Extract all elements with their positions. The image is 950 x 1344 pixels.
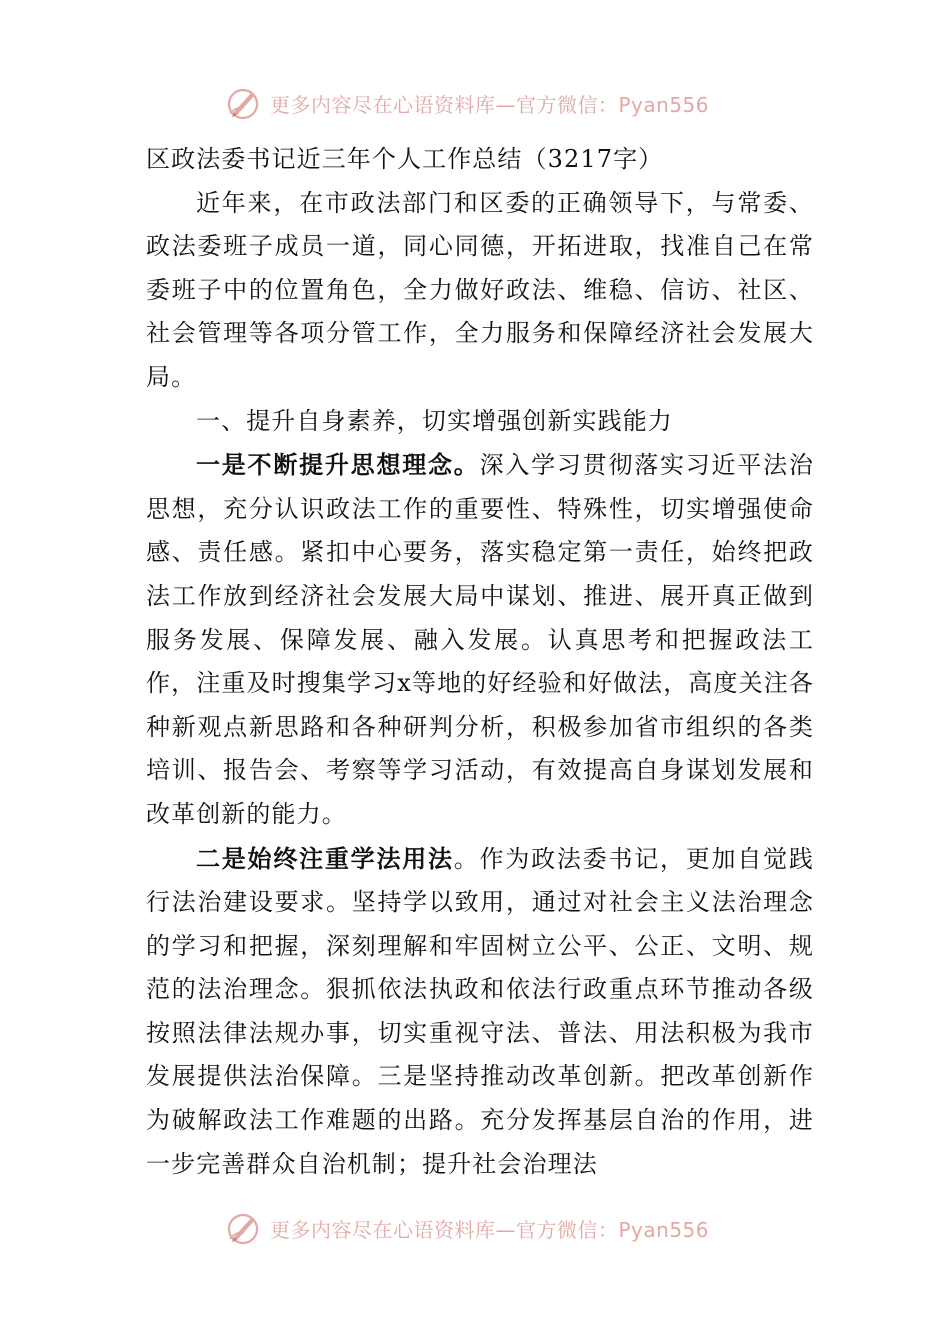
footer-banner xyxy=(224,1207,744,1249)
paragraph-text: 近年来，在市政法部门和区委的正确领导下，与常委、政法委班子成员一道，同心同德，开拓进取，找准自己在常委班子中的位置角色，全力做好政法、维稳、信访、社区、社会管理等各项分管工作，全力服务和保障经济社会发展大局。 xyxy=(146,188,814,391)
section-heading-text: 一、提升自身素养，切实增强创新实践能力 xyxy=(196,406,673,435)
paragraph-lead: 一是不断提升思想理念。 xyxy=(196,450,480,480)
header-banner xyxy=(224,82,744,124)
paragraph-text: 。作为政法委书记，更加自觉践行法治建设要求。坚持学以致用，通过对社会主义法治理念的学习和把握，深刻理解和牢固树立公平、公正、文明、规范的法治理念。狠抓依法执政和依法行政重点环节推动各级按照法律法规办事，切实重视守法、普法、用法积极为我市发展提供法治保障。三是坚持推动改革创新。把改革创新作为破解政法工作难题的出路。充分发挥基层自治的作用，进一步完善群众自治机制；提升社会治理法 xyxy=(146,844,814,1178)
paragraph-intro xyxy=(146,182,814,400)
paragraph-point-1 xyxy=(146,443,814,836)
document-body xyxy=(146,138,814,1186)
pen-logo-icon xyxy=(224,84,262,122)
section-heading-1 xyxy=(146,400,814,444)
paragraph-point-2 xyxy=(146,837,814,1187)
document-title: 区政法委书记近三年个人工作总结（3217字） xyxy=(146,145,664,173)
paragraph-lead: 二是始终注重学法用法 xyxy=(196,843,454,873)
footer-banner-text: 更多内容尽在心语资料库—官方微信：Pyan556 xyxy=(270,1217,710,1242)
paragraph-text: 深入学习贯彻落实习近平法治思想，充分认识政法工作的重要性、特殊性，切实增强使命感、责任感。紧扣中心要务，落实稳定第一责任，始终把政法工作放到经济社会发展大局中谋划、推进、展开真正做到服务发展、保障发展、融入发展。认真思考和把握政法工作，注重及时搜集学习x等地的好经验和好做法，高度关注各种新观点新思路和各种研判分析，积极参加省市组织的各类培训、报告会、考察等学习活动，有效提高自身谋划发展和改革创新的能力。 xyxy=(146,451,814,828)
pen-logo-icon xyxy=(224,1209,262,1247)
header-banner-text: 更多内容尽在心语资料库—官方微信：Pyan556 xyxy=(270,92,710,117)
